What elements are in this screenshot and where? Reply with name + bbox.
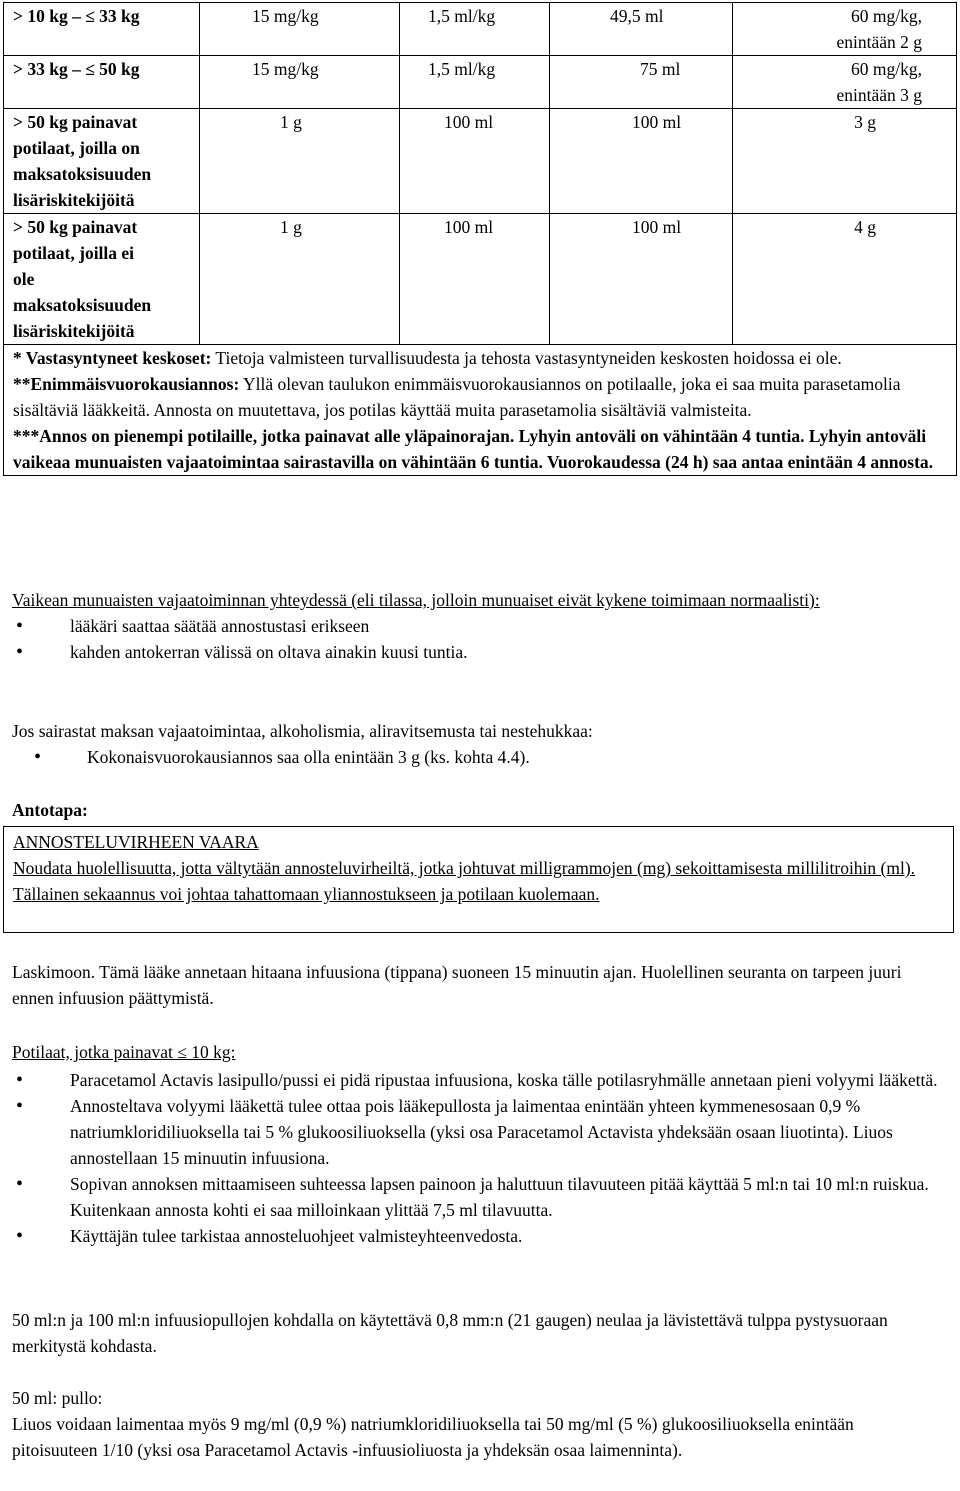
warning-box	[3, 826, 954, 933]
admin-heading: Antotapa:	[12, 800, 88, 820]
small-patients-list	[12, 1065, 942, 1249]
weight-line: maksatoksisuuden	[13, 164, 152, 184]
max-daily-cell: 3 g	[733, 109, 957, 214]
note-preterm	[13, 345, 948, 371]
weight-line: ole	[13, 269, 35, 289]
list-item: • Annosteltava volyymi lääkettä tulee ottaa pois lääkepullosta ja laimentaa enintään yhteen kymmenesosaan 0,9 % natriumkloridiliuoksella tai 5 % glukoosiliuoksella (yksi osa Paracetamol Actavista yhdeksään osaan liuotinta). Liuos annostellaan 15 minuutin infuusiona.	[12, 1093, 942, 1171]
weight-cell	[4, 109, 200, 214]
note-lower-dose: ***Annos on pienempi potilaille, jotka painavat alle yläpainorajan. Lyhyin antoväli on vähintään 4 tuntia. Lyhyin antoväli vaikeaa munuaisten vajaatoimintaa sairastavilla on vähintään 6 tuntia. Vuorokaudessa (24 h) saa antaa enintään 4 annosta.	[13, 426, 934, 472]
volume-cell: 100 ml	[400, 109, 550, 214]
max-single-cell: 49,5 ml	[550, 3, 733, 56]
list-item: • Kokonaisvuorokausiannos saa olla enintään 3 g (ks. kohta 4.4).	[12, 744, 942, 770]
weight-line: lisäriskitekijöitä	[13, 321, 135, 341]
dilution-heading: 50 ml: pullo:	[12, 1388, 103, 1408]
warning-title: ANNOSTELUVIRHEEN VAARA	[13, 832, 259, 852]
dilution-text: Liuos voidaan laimentaa myös 9 mg/ml (0,9 %) natriumkloridiliuoksella tai 50 mg/ml (5 %) glukoosiliuoksella enintään pitoisuuteen 1/10 (yksi osa Paracetamol Actavis -infuusioliuosta ja yhdeksän osaa laimenninta).	[12, 1414, 854, 1460]
liver-list	[12, 744, 942, 770]
small-patients-heading: Potilaat, jotka painavat ≤ 10 kg:	[12, 1042, 236, 1062]
volume-cell: 1,5 ml/kg	[400, 3, 550, 56]
renal-heading: Vaikean munuaisten vajaatoiminnan yhteydessä (eli tilassa, jolloin munuaiset eivät kykene toimimaan normaalisti):	[12, 590, 820, 610]
dose-cell: 15 mg/kg	[200, 3, 400, 56]
note-label: **Enimmäisvuorokausiannos:	[13, 374, 240, 394]
max-daily-line: 60 mg/kg,	[851, 6, 922, 26]
renal-section	[12, 587, 942, 665]
note-max-daily	[13, 371, 948, 423]
table-row	[4, 3, 957, 56]
max-single-cell: 100 ml	[550, 109, 733, 214]
volume-cell: 100 ml	[400, 214, 550, 345]
weight-line: potilaat, joilla on	[13, 138, 140, 158]
dosage-table	[3, 2, 957, 476]
needle-paragraph: 50 ml:n ja 100 ml:n infuusiopullojen kohdalla on käytettävä 0,8 mm:n (21 gaugen) neulaa ja lävistettävä tulppa pystysuoraan merkitystä kohdasta.	[12, 1310, 888, 1356]
list-item: • lääkäri saattaa säätää annostustasi erikseen	[12, 613, 942, 639]
volume-cell: 1,5 ml/kg	[400, 56, 550, 109]
weight-cell: > 10 kg – ≤ 33 kg	[4, 3, 200, 56]
table-notes	[4, 345, 957, 476]
admin-paragraph: Laskimoon. Tämä lääke annetaan hitaana infuusiona (tippana) suoneen 15 minuutin ajan. Huolellinen seuranta on tarpeen juuri ennen infuusion päättymistä.	[12, 962, 902, 1008]
table-row	[4, 214, 957, 345]
max-daily-line: 60 mg/kg,	[851, 59, 922, 79]
note-text: Yllä olevan taulukon enimmäisvuorokausiannos on potilaalle, joka ei saa muita parasetamolia sisältäviä lääkkeitä. Annosta on muutettava, jos potilas käyttää muita parasetamolia sisältäviä valmisteita.	[13, 374, 901, 420]
max-daily-cell	[733, 56, 957, 109]
weight-line: maksatoksisuuden	[13, 295, 152, 315]
weight-line: > 50 kg painavat	[13, 217, 138, 237]
weight-line: > 50 kg painavat	[13, 112, 138, 132]
dose-cell: 15 mg/kg	[200, 56, 400, 109]
dilution-section	[12, 1385, 942, 1463]
warning-text: Noudata huolellisuutta, jotta vältytään annosteluvirheiltä, jotka johtuvat milligrammojen (mg) sekoittamisesta millilitroihin (ml). Tällainen sekaannus voi johtaa tahattomaan yliannostukseen ja potilaan kuolemaan.	[13, 858, 916, 904]
weight-line: potilaat, joilla ei	[13, 243, 135, 263]
list-item: • Paracetamol Actavis lasipullo/pussi ei pidä ripustaa infuusiona, koska tälle potilasryhmälle annetaan pieni volyymi lääkettä.	[12, 1067, 942, 1093]
list-item: • kahden antokerran välissä on oltava ainakin kuusi tuntia.	[12, 639, 942, 665]
table-row	[4, 56, 957, 109]
renal-list	[12, 613, 942, 665]
dose-cell: 1 g	[200, 109, 400, 214]
liver-heading: Jos sairastat maksan vajaatoimintaa, alkoholismia, aliravitsemusta tai nestehukkaa:	[12, 721, 593, 741]
liver-section	[12, 718, 942, 770]
table-notes-row	[4, 345, 957, 476]
max-daily-line: enintään 3 g	[836, 85, 922, 105]
list-item: • Sopivan annoksen mittaamiseen suhteessa lapsen painoon ja haluttuun tilavuuteen pitää käyttää 5 ml:n tai 10 ml:n ruiskua. Kuitenkaan annosta kohti ei saa milloinkaan ylittää 7,5 ml tilavuutta.	[12, 1171, 942, 1223]
max-daily-cell	[733, 3, 957, 56]
max-daily-line: enintään 2 g	[836, 32, 922, 52]
list-item: • Käyttäjän tulee tarkistaa annosteluohjeet valmisteyhteenvedosta.	[12, 1223, 942, 1249]
note-text: Tietoja valmisteen turvallisuudesta ja tehosta vastasyntyneiden keskosten hoidossa ei ole.	[211, 348, 842, 368]
max-single-cell: 75 ml	[550, 56, 733, 109]
max-daily-cell: 4 g	[733, 214, 957, 345]
weight-cell	[4, 214, 200, 345]
weight-cell: > 33 kg – ≤ 50 kg	[4, 56, 200, 109]
max-single-cell: 100 ml	[550, 214, 733, 345]
dose-cell: 1 g	[200, 214, 400, 345]
note-label: * Vastasyntyneet keskoset:	[13, 348, 212, 368]
table-row	[4, 109, 957, 214]
weight-line: lisäriskitekijöitä	[13, 190, 135, 210]
small-patients-section	[12, 1039, 942, 1249]
